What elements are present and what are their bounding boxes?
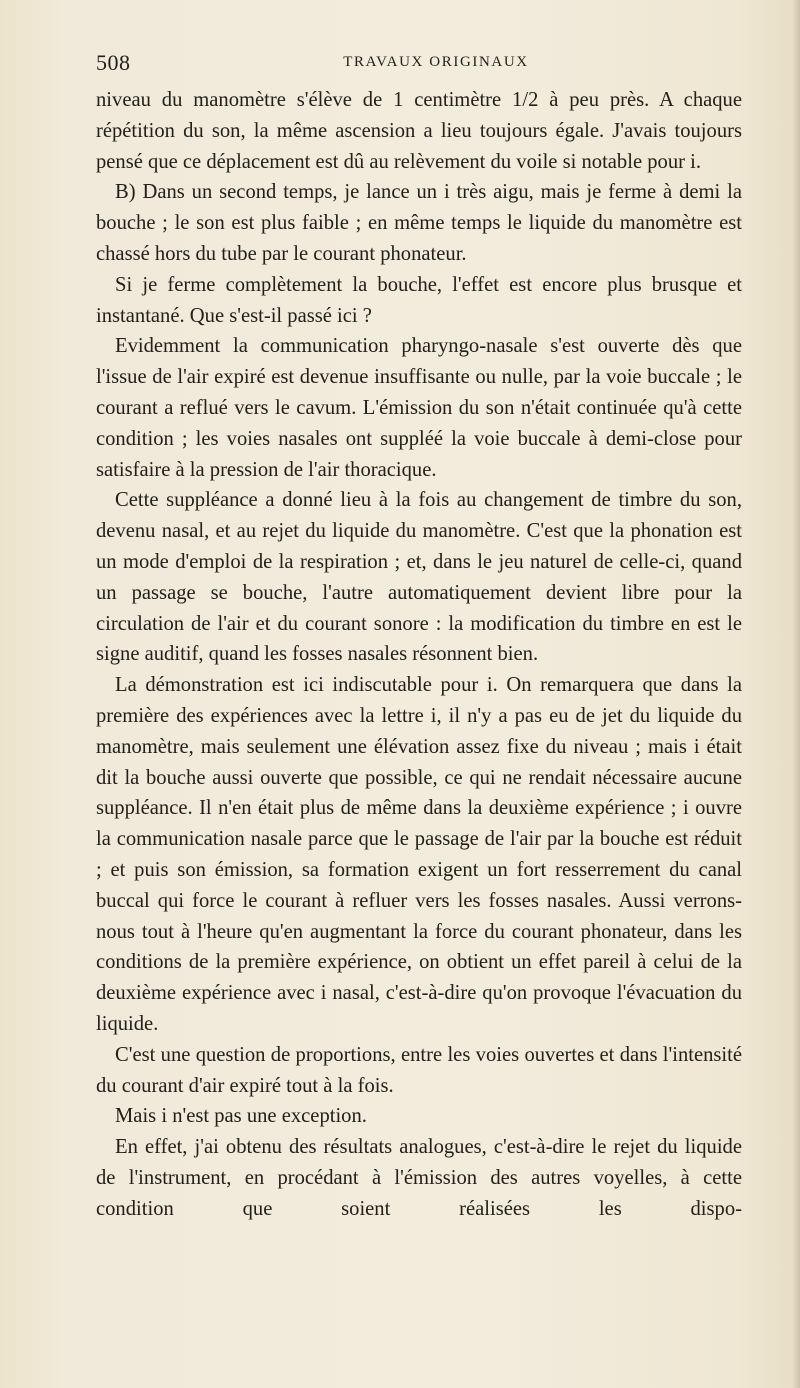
paragraph-b-second-time: B) Dans un second temps, je lance un i très aigu, mais je ferme à demi la bouche ; le son est plus faible ; en même temps le liquide du manomètre est chassé hors du tube par le courant phonateur. [96, 181, 742, 265]
body-text [96, 85, 742, 1224]
paragraph-proportions: C'est une question de proportions, entre les voies ouvertes et dans l'intensité du courant d'air expiré tout à la fois. [96, 1043, 742, 1097]
paragraph-evidently: Evidemment la communication pharyngo-nasale s'est ouverte dès que l'issue de l'air expiré est devenue insuffisante ou nulle, par la voie buccale ; le courant a reflué vers le cavum. L'émission du son n'était continuée qu'à cette condition ; les voies nasales ont suppléé la voie buccale à demi-close pour satisfaire à la pression de l'air thoracique. [96, 335, 742, 481]
paragraph-suppleance: Cette suppléance a donné lieu à la fois au changement de timbre du son, devenu nasal, et au rejet du liquide du manomètre. C'est que la phonation est un mode d'emploi de la respiration ; et, dans le jeu naturel de celle-ci, quand un passage se bouche, l'autre automatiquement devient libre pour la circulation de l'air et du courant sonore : la modification du timbre en est le signe auditif, quand les fosses nasales résonnent bien. [96, 489, 742, 666]
paragraph-demonstration: La démonstration est ici indiscutable pour i. On remarquera que dans la première des expériences avec la lettre i, il n'y a pas eu de jet du liquide du manomètre, mais seulement une élévation assez fixe du niveau ; mais i était dit la bouche aussi ouverte que possible, ce qui ne rendait nécessaire aucune suppléance. Il n'en était plus de même dans la deuxième expérience ; i ouvre la communication nasale parce que le passage de l'air par la bouche est réduit ; et puis son émission, sa formation exigent un fort resserrement du canal buccal qui force le courant à refluer vers les fosses nasales. Aussi verrons-nous tout à l'heure qu'en augmentant la force du courant phonateur, dans les conditions de la première expérience, on obtient un effet pareil à celui de la deuxième expérience avec i nasal, c'est-à-dire qu'on provoque l'évacuation du liquide. [96, 674, 742, 1035]
page-header [96, 50, 736, 80]
paragraph-continuation: niveau du manomètre s'élève de 1 centimètre 1/2 à peu près. A chaque répétition du son, la même ascension a lieu toujours égale. J'avais toujours pensé que ce déplacement est dû au relèvement du voile si notable pour i. [96, 89, 742, 173]
running-head: TRAVAUX ORIGINAUX [343, 54, 529, 70]
page-number: 508 [96, 50, 131, 75]
paragraph-exception: Mais i n'est pas une exception. [115, 1105, 367, 1128]
paragraph-in-effect: En effet, j'ai obtenu des résultats analogues, c'est-à-dire le rejet du liquide de l'instrument, en procédant à l'émission des autres voyelles, à cette condition que soient réalisées les dispo- [96, 1136, 742, 1220]
paragraph-close-mouth: Si je ferme complètement la bouche, l'effet est encore plus brusque et instantané. Que s'est-il passé ici ? [96, 273, 742, 327]
page-edge-shadow [792, 0, 800, 1388]
